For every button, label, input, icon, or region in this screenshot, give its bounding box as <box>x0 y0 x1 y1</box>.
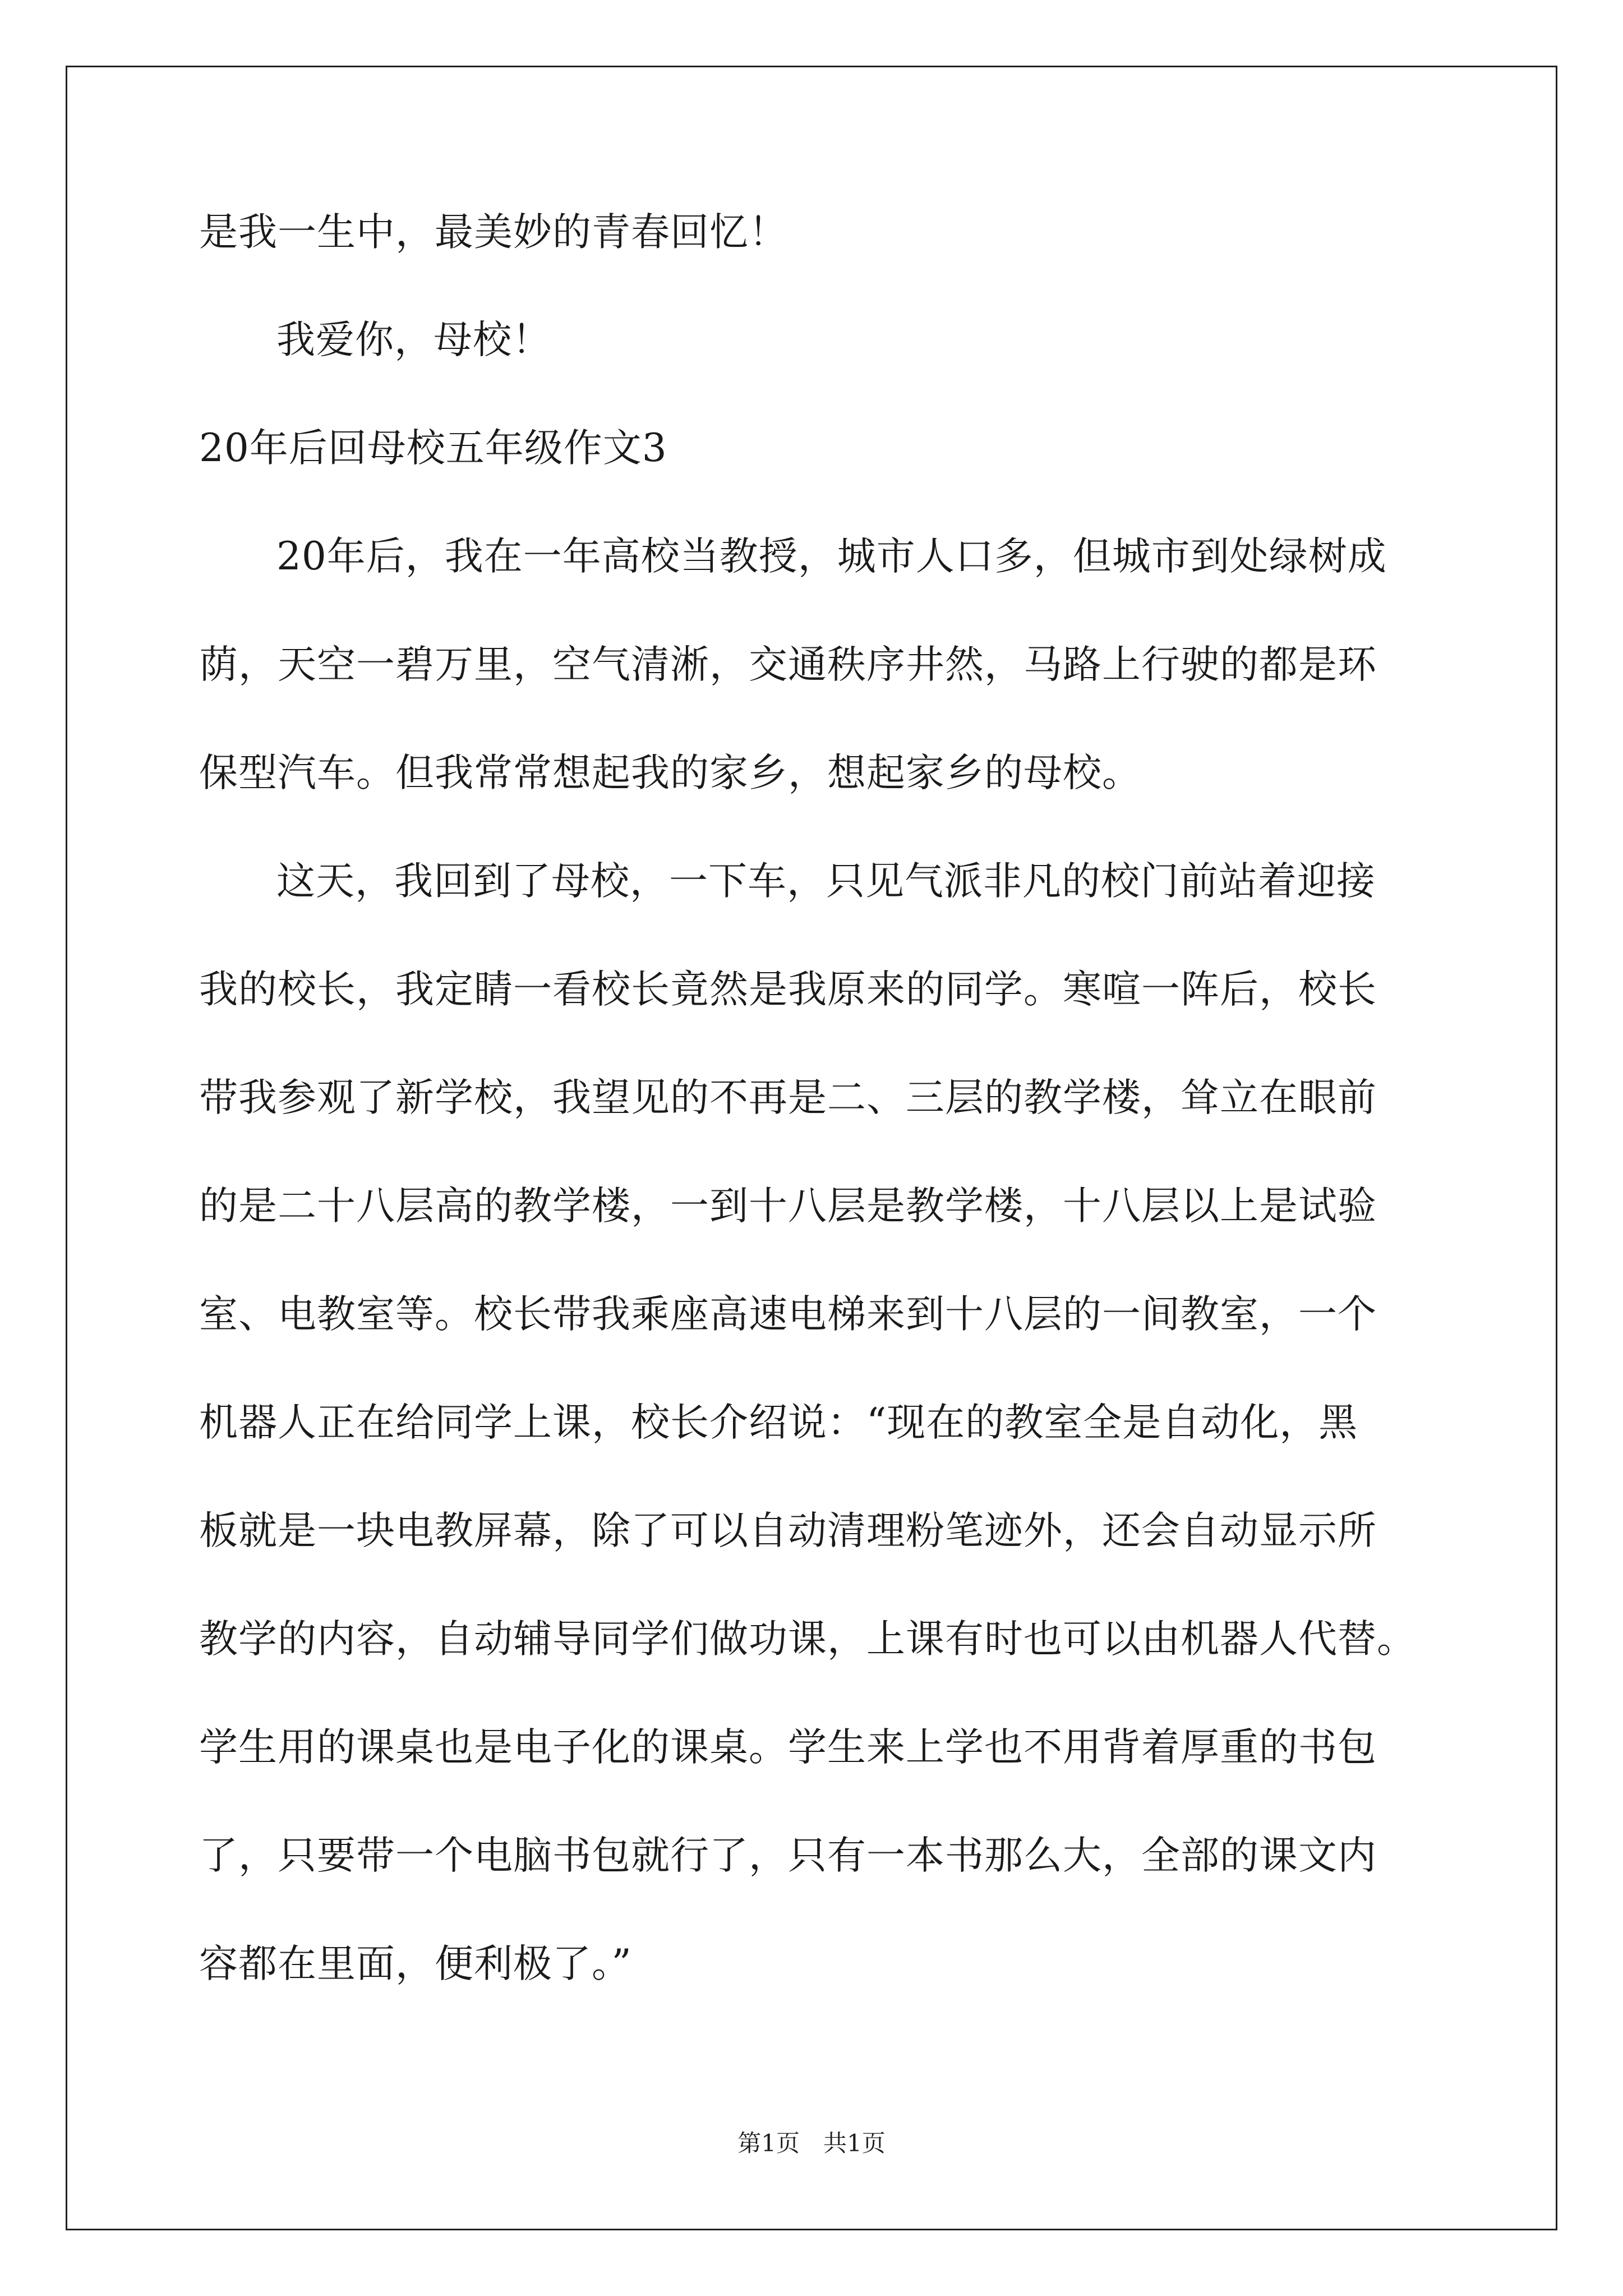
text-line: 20年后，我在一年高校当教授，城市人口多，但城市到处绿树成 <box>276 534 1387 579</box>
text-line: 板就是一块电教屏幕，除了可以自动清理粉笔迹外，还会自动显示所 <box>199 1508 1377 1553</box>
text-line: 保型汽车。但我常常想起我的家乡，想起家乡的母校。 <box>199 751 1141 795</box>
section-heading: 20年后回母校五年级作文3 <box>199 426 667 471</box>
text-line: 我爱你，母校！ <box>276 318 551 362</box>
text-line: 学生用的课桌也是电子化的课桌。学生来上学也不用背着厚重的书包 <box>199 1725 1377 1770</box>
text-line: 的是二十八层高的教学楼，一到十八层是教学楼，十八层以上是试验 <box>199 1184 1377 1228</box>
text-line: 是我一生中，最美妙的青春回忆！ <box>199 210 788 255</box>
text-line: 了，只要带一个电脑书包就行了，只有一本书那么大，全部的课文内 <box>199 1833 1377 1878</box>
page-footer: 第1页 共1页 <box>737 2129 886 2157</box>
text-line: 带我参观了新学校，我望见的不再是二、三层的教学楼，耸立在眼前 <box>199 1075 1377 1120</box>
text-line: 容都在里面，便利极了。” <box>199 1941 632 1986</box>
text-line: 机器人正在给同学上课，校长介绍说：“现在的教室全是自动化，黑 <box>199 1400 1358 1445</box>
text-line: 教学的内容，自动辅导同学们做功课，上课有时也可以由机器人代替。 <box>199 1617 1416 1662</box>
page-border <box>66 66 1557 2230</box>
text-line: 这天，我回到了母校，一下车，只见气派非凡的校门前站着迎接 <box>276 859 1376 904</box>
text-line: 荫，天空一碧万里，空气清淅，交通秩序井然，马路上行驶的都是环 <box>199 642 1377 687</box>
text-line: 室、电教室等。校长带我乘座高速电梯来到十八层的一间教室，一个 <box>199 1292 1377 1337</box>
text-line: 我的校长，我定睛一看校长竟然是我原来的同学。寒喧一阵后，校长 <box>199 967 1377 1012</box>
